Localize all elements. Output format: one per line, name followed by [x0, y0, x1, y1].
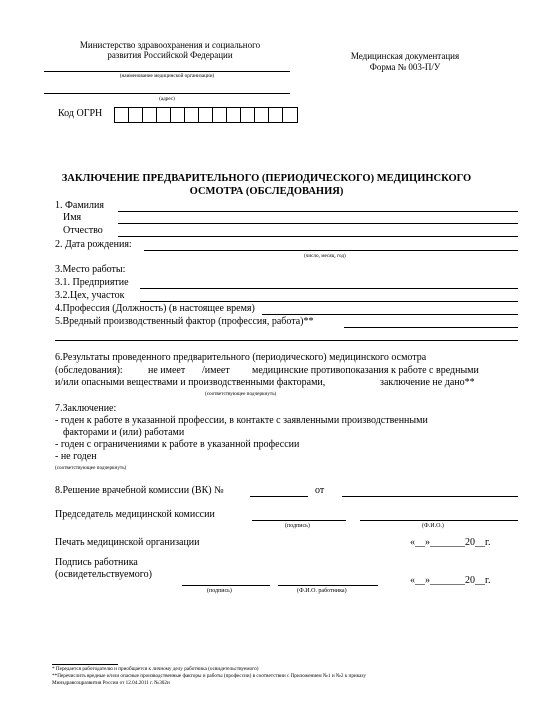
enterprise-field[interactable]: [140, 288, 518, 289]
ogrn-cell[interactable]: [115, 108, 129, 122]
department-label: 3.2.Цех, участок: [55, 290, 125, 301]
results-line-3-text: и/или опасными веществами и производственными факторами,: [55, 377, 326, 388]
worker-signature-label-1: Подпись работника: [55, 557, 138, 568]
footnote-2-line-1: **Перечислить вредные и/или опасные производственные факторы и работы (профессии) в соответствии с Приложением №1 и №2 к приказу: [52, 673, 366, 679]
org-name-line[interactable]: [44, 71, 290, 72]
org-name-caption: (наименование медицинской организации): [119, 73, 215, 79]
footnote-1: * Передается работодателю и приобщается к личному делу работника (освидетельствуемого): [52, 666, 259, 672]
ogrn-label: Код ОГРН: [58, 108, 103, 119]
option-not-has[interactable]: не имеет: [148, 365, 186, 376]
address-line[interactable]: [44, 93, 290, 94]
commission-decision-label: 8.Решение врачебной комиссии (ВК) №: [55, 485, 224, 496]
ministry-line-2: развития Российской Федерации: [107, 50, 233, 60]
surname-label: 1. Фамилия: [55, 200, 104, 211]
worker-signature-label-2: (освидетельствуемого): [55, 569, 152, 580]
conclusion-heading: 7.Заключение:: [55, 403, 117, 414]
chairman-label: Председатель медицинской комиссии: [55, 509, 215, 520]
conclusion-underline-caption: (соответствующее подчеркнуть): [55, 465, 127, 471]
results-line-2-label: (обследования):: [55, 365, 123, 376]
ministry-line-1: Министерство здравоохранения и социального: [79, 40, 261, 50]
option-unfit[interactable]: - не годен: [55, 451, 97, 462]
patronymic-label: Отчество: [63, 225, 103, 236]
document-title-line-2: ОСМОТРА (ОБСЛЕДОВАНИЯ): [189, 186, 344, 197]
ogrn-cell[interactable]: [185, 108, 199, 122]
seal-label: Печать медицинской организации: [55, 537, 200, 548]
hazard-label: 5.Вредный производственный фактор (профессия, работа)**: [55, 316, 314, 327]
commission-date-field[interactable]: [342, 496, 518, 497]
ogrn-cell[interactable]: [255, 108, 269, 122]
birth-date-caption: (число, месяц, год): [304, 253, 346, 259]
profession-field[interactable]: [262, 314, 518, 315]
birth-date-label: 2. Дата рождения:: [55, 239, 132, 250]
patronymic-field[interactable]: [118, 236, 518, 237]
ogrn-code-boxes[interactable]: [114, 107, 298, 123]
results-underline-caption: (соответствующее подчеркнуть): [205, 391, 277, 397]
chairman-signature-caption: (подпись): [285, 523, 310, 529]
seal-date-field[interactable]: «__»_______20__г.: [410, 537, 491, 548]
commission-from-label: от: [315, 485, 325, 496]
footnote-2-line-2: Минздравсоцразвития России от 12.04.2011 г. №302н: [52, 680, 170, 686]
form-number: Форма № 003-П/У: [369, 62, 441, 72]
ogrn-cell[interactable]: [269, 108, 283, 122]
ogrn-cell[interactable]: [213, 108, 227, 122]
worker-signature-field[interactable]: [182, 585, 270, 586]
footnote-separator: [52, 664, 118, 665]
surname-field[interactable]: [118, 211, 518, 212]
results-line-2-text: медицинские противопоказания к работе с вредными: [252, 365, 479, 376]
ogrn-cell[interactable]: [157, 108, 171, 122]
commission-number-field[interactable]: [250, 496, 308, 497]
doc-type: Медицинская документация: [350, 51, 460, 61]
results-line-1: 6.Результаты проведенного предварительного (периодического) медицинского осмотра: [55, 352, 427, 363]
option-no-conclusion[interactable]: заключение не дано**: [380, 377, 475, 388]
option-fit-restricted[interactable]: - годен с ограничениями к работе в указанной профессии: [55, 439, 300, 450]
address-caption: (адрес): [159, 96, 175, 102]
document-title-line-1: ЗАКЛЮЧЕНИЕ ПРЕДВАРИТЕЛЬНОГО (ПЕРИОДИЧЕСКОГО) МЕДИЦИНСКОГО: [61, 173, 472, 184]
option-fit[interactable]: - годен к работе в указанной профессии, в контакте с заявленными производственными: [55, 415, 428, 426]
chairman-signature-field[interactable]: [252, 520, 346, 521]
ogrn-cell[interactable]: [171, 108, 185, 122]
name-label: Имя: [63, 212, 82, 223]
hazard-field[interactable]: [344, 327, 518, 328]
birth-date-field[interactable]: [144, 250, 518, 251]
worker-signature-caption: (подпись): [207, 588, 232, 594]
ogrn-cell[interactable]: [227, 108, 241, 122]
chairman-fio-field[interactable]: [360, 520, 518, 521]
ogrn-cell[interactable]: [143, 108, 157, 122]
enterprise-label: 3.1. Предприятие: [55, 277, 129, 288]
profession-label: 4.Профессия (Должность) (в настоящее время): [55, 303, 255, 314]
name-field[interactable]: [118, 223, 518, 224]
ogrn-cell[interactable]: [129, 108, 143, 122]
option-fit-continued: факторами и (или) работами: [63, 427, 185, 438]
ogrn-cell[interactable]: [283, 108, 297, 122]
hazard-field-continued[interactable]: [55, 340, 518, 341]
ogrn-cell[interactable]: [241, 108, 255, 122]
workplace-label: 3.Место работы:: [55, 264, 126, 275]
department-field[interactable]: [140, 301, 518, 302]
option-has[interactable]: /имеет: [202, 365, 230, 376]
ogrn-cell[interactable]: [199, 108, 213, 122]
worker-fio-caption: (Ф.И.О. работника): [297, 588, 347, 594]
worker-fio-field[interactable]: [278, 585, 378, 586]
worker-date-field[interactable]: «__»_______20__г.: [410, 575, 491, 586]
chairman-fio-caption: (Ф.И.О.): [422, 523, 444, 529]
